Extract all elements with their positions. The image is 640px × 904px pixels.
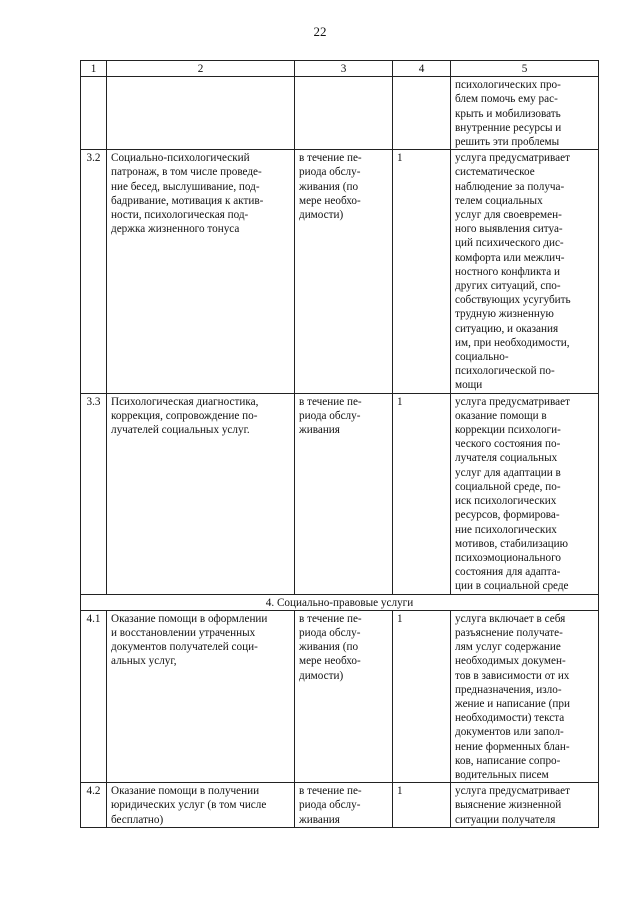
text-line: ций психического дис- [455, 237, 564, 250]
text-line: димости) [299, 209, 344, 222]
text-line: мощи [455, 379, 483, 392]
text-line: живания [299, 424, 340, 437]
service-name-cell [107, 610, 295, 782]
text-line: коррекция, сопровождение по- [111, 409, 258, 422]
text-line: услуг для адаптации в [455, 466, 561, 479]
text-line: лучателей социальных услуг. [111, 424, 250, 437]
service-description-cell [451, 150, 599, 393]
text-line: держка жизненного тонуса [111, 223, 240, 236]
service-description-cell [451, 393, 599, 594]
text-line: Психологическая диагностика, [111, 395, 259, 408]
page-number: 22 [313, 24, 327, 39]
text-line: услуга предусматривает [455, 785, 570, 798]
text-line: ние психологических [455, 523, 557, 536]
text-line: блем помочь ему рас- [455, 93, 558, 106]
row-number-cell: 4.1 [81, 610, 107, 782]
text-line: внутренние ресурсы и [455, 121, 562, 134]
text-line: собствующих усугубить [455, 294, 571, 307]
text-line: живания [299, 813, 340, 826]
text-line: мотивов, стабилизацию [455, 537, 569, 550]
text-line: альных услуг, [111, 655, 177, 668]
text-line: предназначения, изло- [455, 683, 562, 696]
text-line: Оказание помощи в оформлении [111, 612, 268, 625]
header-col-1: 1 [81, 61, 107, 77]
text-line: риода обслу- [299, 799, 361, 812]
text-line: психоэмоционального [455, 551, 562, 564]
text-line: социальной среде, по- [455, 480, 561, 493]
text-line: мере необхо- [299, 194, 361, 207]
section-row [81, 594, 599, 610]
text-line: ситуацию, и оказания [455, 322, 559, 335]
text-line: крыть и мобилизовать [455, 107, 561, 120]
service-quantity-cell: 1 [393, 150, 451, 393]
table-row [81, 783, 599, 828]
service-period-cell [295, 393, 393, 594]
text-line: услуга включает в себя [455, 612, 566, 625]
service-quantity-cell: 1 [393, 393, 451, 594]
text-line: комфорта или межлич- [455, 251, 565, 264]
text-line: юридических услуг (в том числе [111, 799, 267, 812]
text-line: ции в социальной среде [455, 580, 569, 593]
text-line: необходимости) текста [455, 712, 565, 725]
service-name-cell [107, 150, 295, 393]
service-quantity-cell: 1 [393, 610, 451, 782]
text-line: водительных писем [455, 768, 549, 781]
text-line: риода обслу- [299, 626, 361, 639]
text-line: мере необхо- [299, 655, 361, 668]
text-line: телем социальных [455, 194, 543, 207]
text-line: иск психологических [455, 495, 557, 508]
service-period-cell [295, 783, 393, 828]
text-line: состояния для адапта- [455, 566, 561, 579]
row-number-cell [81, 77, 107, 150]
text-line: ние бесед, выслушивание, под- [111, 180, 260, 193]
text-line: в течение пе- [299, 785, 362, 798]
text-line: документов или запол- [455, 726, 564, 739]
text-line: риода обслу- [299, 166, 361, 179]
service-period-cell [295, 610, 393, 782]
table-row [81, 150, 599, 393]
header-col-4: 4 [393, 61, 451, 77]
text-line: в течение пе- [299, 152, 362, 165]
text-line: услуга предусматривает [455, 395, 570, 408]
text-line: им, при необходимости, [455, 336, 570, 349]
service-description-cell [451, 783, 599, 828]
text-line: услуг для своевремен- [455, 209, 562, 222]
header-row [81, 61, 599, 77]
text-line: наблюдение за получа- [455, 180, 565, 193]
text-line: риода обслу- [299, 409, 361, 422]
text-line: ности, психологическая под- [111, 209, 249, 222]
text-line: ков, написание сопро- [455, 754, 561, 767]
text-line: нение форменных блан- [455, 740, 570, 753]
row-number-cell: 3.2 [81, 150, 107, 393]
text-line: и восстановлении утраченных [111, 626, 256, 639]
text-line: других ситуаций, спо- [455, 280, 561, 293]
continuation-row [81, 77, 599, 150]
text-line: ностного конфликта и [455, 265, 561, 278]
text-line: живания (по [299, 641, 359, 654]
text-line: решить эти проблемы [455, 136, 560, 149]
text-line: в течение пе- [299, 395, 362, 408]
text-line: необходимых докумен- [455, 655, 566, 668]
text-line: услуга предусматривает [455, 152, 570, 165]
section-title: 4. Социально-правовые услуги [81, 594, 599, 610]
text-line: бесплатно) [111, 813, 164, 826]
text-line: ческого состояния по- [455, 438, 561, 451]
row-number-cell: 3.3 [81, 393, 107, 594]
text-line: Оказание помощи в получении [111, 785, 260, 798]
service-name-cell [107, 393, 295, 594]
text-line: психологических про- [455, 79, 561, 92]
text-line: психологической по- [455, 365, 555, 378]
text-line: ситуации получателя [455, 813, 556, 826]
header-col-3: 3 [295, 61, 393, 77]
text-line: социально- [455, 351, 509, 364]
header-col-2: 2 [107, 61, 295, 77]
text-line: выяснение жизненной [455, 799, 562, 812]
service-description-cell [451, 77, 599, 150]
service-quantity-cell: 1 [393, 783, 451, 828]
text-line: трудную жизненную [455, 308, 554, 321]
header-col-5: 5 [451, 61, 599, 77]
text-line: бадривание, мотивация к актив- [111, 194, 264, 207]
text-line: в течение пе- [299, 612, 362, 625]
table-row [81, 393, 599, 594]
service-quantity-cell [393, 77, 451, 150]
text-line: оказание помощи в [455, 409, 547, 422]
text-line: документов получателей соци- [111, 641, 258, 654]
service-name-cell [107, 77, 295, 150]
text-line: лучателя социальных [455, 452, 558, 465]
text-line: димости) [299, 669, 344, 682]
text-line: тов в зависимости от их [455, 669, 570, 682]
text-line: Социально-психологический [111, 152, 250, 165]
text-line: разъяснение получате- [455, 626, 563, 639]
service-period-cell [295, 150, 393, 393]
text-line: систематическое [455, 166, 535, 179]
text-line: патронаж, в том числе проведе- [111, 166, 262, 179]
text-line: коррекции психологи- [455, 424, 561, 437]
text-line: ного выявления ситуа- [455, 223, 563, 236]
service-name-cell [107, 783, 295, 828]
text-line: живания (по [299, 180, 359, 193]
row-number-cell: 4.2 [81, 783, 107, 828]
text-line: лям услуг содержание [455, 641, 561, 654]
service-description-cell [451, 610, 599, 782]
services-table [80, 60, 599, 828]
table-row [81, 610, 599, 782]
text-line: жение и написание (при [455, 697, 570, 710]
service-period-cell [295, 77, 393, 150]
text-line: ресурсов, формирова- [455, 509, 560, 522]
